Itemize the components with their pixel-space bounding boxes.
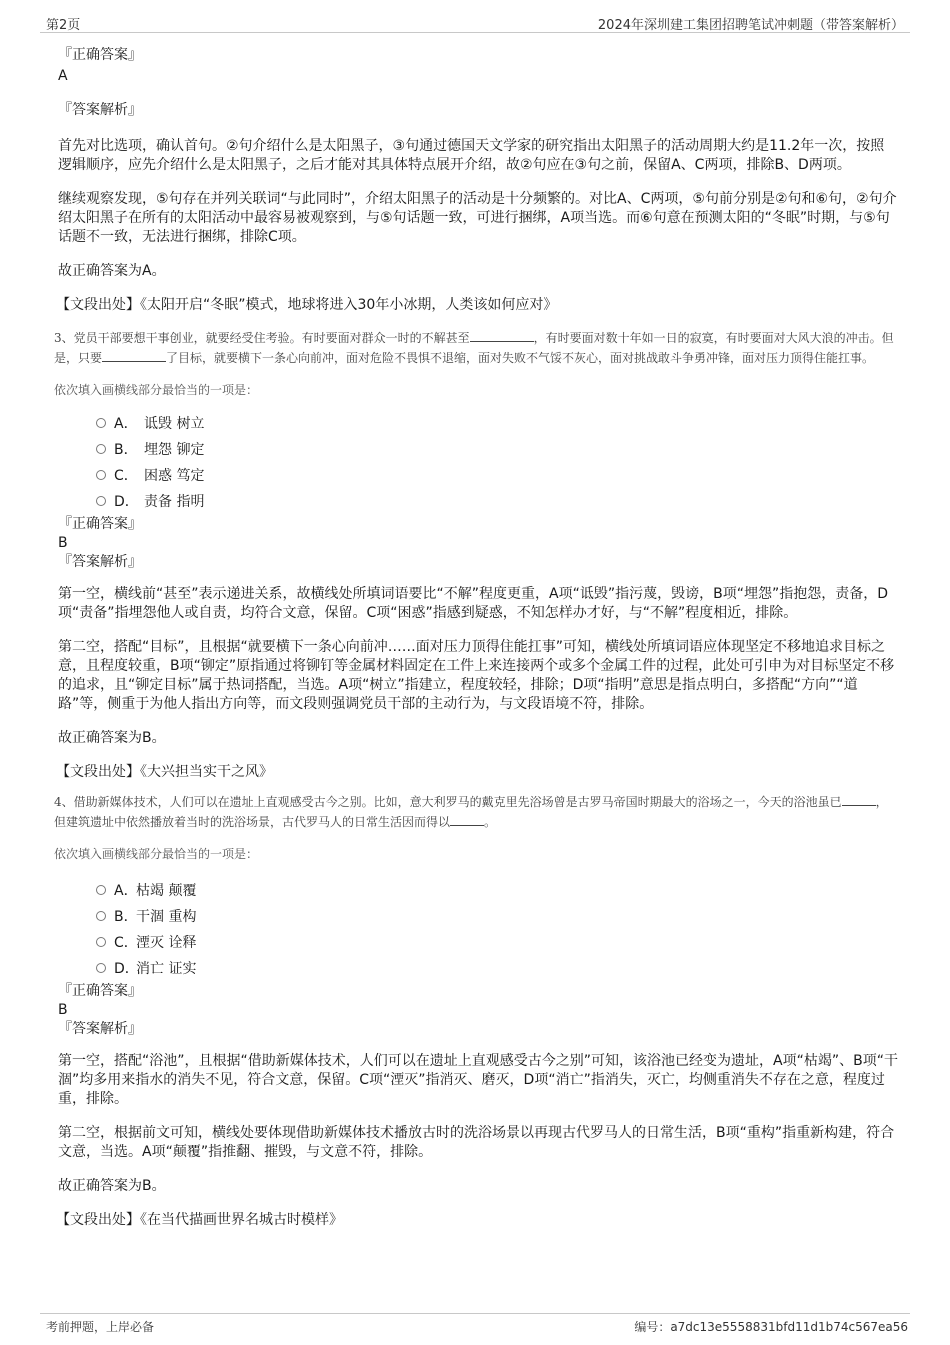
source-citation: 【文段出处】《太阳开启“冬眠”模式，地球将进入30年小冰期，人类该如何应对》 <box>56 297 558 313</box>
analysis-paragraph: 第一空，搭配“浴池”，且根据“借助新媒体技术，人们可以在遗址上直观感受古今之别”可知，该浴池已经变为遗址，A项“枯竭”、B项“干涸”均多用来指水的消失不见，符合文意，保留。C项“湮灭”指消灭、磨灭，D项“消亡”指消失，灭亡，均侧重消失不存在之意，程度过重，排除。 <box>58 1053 898 1107</box>
fill-blank <box>842 793 876 806</box>
options-list <box>58 878 898 982</box>
option-a[interactable]: A． 诋毁 树立 <box>96 411 898 437</box>
option-d[interactable]: D． 责备 指明 <box>96 489 898 515</box>
radio-icon[interactable] <box>96 444 106 454</box>
fill-blank <box>470 329 534 342</box>
answer-label: 『正确答案』 <box>58 516 142 532</box>
document-title: 2024年深圳建工集团招聘笔试冲刺题（带答案解析） <box>597 18 904 33</box>
analysis-paragraph: 第二空，根据前文可知，横线处要体现借助新媒体技术播放古时的洗浴场景以再现古代罗马人的日常生活，B项“重构”指重新构建，符合文意，当选。A项“颠覆”指推翻、摧毁，与文意不符，排除。 <box>58 1125 895 1160</box>
radio-icon[interactable] <box>96 963 106 973</box>
radio-icon[interactable] <box>96 496 106 506</box>
analysis-label: 『答案解析』 <box>58 102 142 118</box>
radio-icon[interactable] <box>96 885 106 895</box>
question-stem: 3、党员干部要想干事创业，就要经受住考验。有时要面对群众一时的不解甚至 ，有时要面对数十年如一日的寂寞，有时要面对大风大浪的冲击。但是，只要 了目标，就要横下一条心向前冲，面对危险不畏惧不退缩，面对失败不气馁不灰心，面对挑战敢斗争勇冲锋，面对压力顶得住能扛事。 <box>54 331 894 365</box>
analysis-label: 『答案解析』 <box>58 1021 142 1037</box>
source-citation: 【文段出处】《大兴担当实干之风》 <box>56 764 273 780</box>
analysis-conclusion: 故正确答案为B。 <box>58 1178 166 1194</box>
option-d[interactable]: D．消亡 证实 <box>96 956 898 982</box>
page-footer <box>40 1313 910 1338</box>
correct-answer: B <box>58 1002 68 1018</box>
analysis-paragraph: 首先对比选项，确认首句。②句介绍什么是太阳黑子，③句通过德国天文学家的研究指出太阳黑子的活动周期大约是11.2年一次，按照逻辑顺序，应先介绍什么是太阳黑子，之后才能对其具体特点展开介绍，故②句应在③句之前，保留A、C两项，排除B、D两项。 <box>58 138 885 173</box>
footer-slogan: 考前押题，上岸必备 <box>46 1320 155 1334</box>
radio-icon[interactable] <box>96 911 106 921</box>
correct-answer: A <box>58 68 68 84</box>
correct-answer: B <box>58 535 68 551</box>
analysis-label: 『答案解析』 <box>58 554 142 570</box>
analysis-conclusion: 故正确答案为B。 <box>58 730 166 746</box>
option-a[interactable]: A．枯竭 颠覆 <box>96 878 898 904</box>
page-content <box>54 46 898 1230</box>
options-list <box>58 411 898 515</box>
option-c[interactable]: C． 困惑 笃定 <box>96 463 898 489</box>
analysis-paragraph: 第一空，横线前“甚至”表示递进关系，故横线处所填词语要比“不解”程度更重，A项“诋毁”指污蔑，毁谤，B项“埋怨”指抱怨，责备，D项“责备”指埋怨他人或自责，均符合文意，保留。C项“困惑”指感到疑惑，不知怎样办才好，与“不解”程度相近，排除。 <box>58 586 888 621</box>
source-citation: 【文段出处】《在当代描画世界名城古时模样》 <box>56 1212 343 1228</box>
page-header <box>40 10 910 33</box>
page-number: 第2页 <box>46 18 81 33</box>
radio-icon[interactable] <box>96 418 106 428</box>
fill-blank <box>450 813 484 826</box>
analysis-paragraph: 继续观察发现，⑤句存在并列关联词“与此同时”，介绍太阳黑子的活动是十分频繁的。对比A、C两项，⑤句前分别是②句和⑥句，②句介绍太阳黑子在所有的太阳活动中最容易被观察到，与⑤句话题一致，可进行捆绑，A项当选。而⑥句意在预测太阳的“冬眠”时期，与⑤句话题不一致，无法进行捆绑，排除C项。 <box>58 191 897 245</box>
question-stem: 4、借助新媒体技术，人们可以在遗址上直观感受古今之别。比如，意大利罗马的戴克里先浴场曾是古罗马帝国时期最大的浴场之一，今天的浴池虽已 ，但建筑遗址中依然播放着当时的洗浴场景，古代罗马人的日常生活因而得以 。 <box>54 795 888 829</box>
answer-label: 『正确答案』 <box>58 983 142 999</box>
analysis-conclusion: 故正确答案为A。 <box>58 263 166 279</box>
option-c[interactable]: C．湮灭 诠释 <box>96 930 898 956</box>
analysis-paragraph: 第二空，搭配“目标”，且根据“就要横下一条心向前冲……面对压力顶得住能扛事”可知，横线处所填词语应体现坚定不移地追求目标之意，且程度较重，B项“铆定”原指通过将铆钉等金属材料固定在工件上来连接两个或多个金属工件的过程，此处可引申为对目标坚定不移的追求，且“铆定目标”属于热词搭配，当选。A项“树立”指建立，程度较轻，排除；D项“指明”意思是指点明白，多搭配“方向”“道路”等，侧重于为他人指出方向等，而文段则强调党员干部的主动行为，与文段语境不符，排除。 <box>58 639 895 712</box>
option-b[interactable]: B． 埋怨 铆定 <box>96 437 898 463</box>
question-prompt: 依次填入画横线部分最恰当的一项是： <box>54 383 259 397</box>
answer-label: 『正确答案』 <box>58 47 142 63</box>
document-id: 编号：a7dc13e5558831bfd11d1b74c567ea56 <box>634 1320 908 1334</box>
radio-icon[interactable] <box>96 470 106 480</box>
fill-blank <box>102 349 166 362</box>
option-b[interactable]: B．干涸 重构 <box>96 904 898 930</box>
question-prompt: 依次填入画横线部分最恰当的一项是： <box>54 847 259 861</box>
radio-icon[interactable] <box>96 937 106 947</box>
